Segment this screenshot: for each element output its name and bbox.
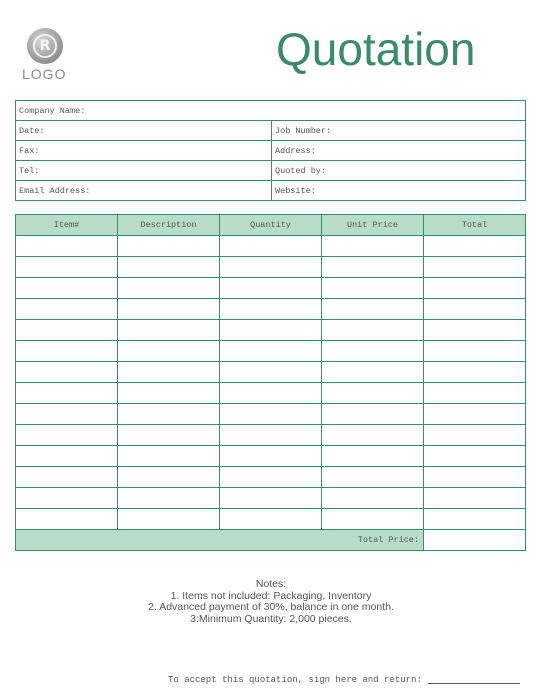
note-line: 1. Items not included: Packaging, Inventory xyxy=(170,589,372,602)
table-cell[interactable] xyxy=(220,425,322,446)
logo-mark-letter: R xyxy=(33,34,57,58)
table-cell[interactable] xyxy=(16,488,118,509)
column-header-quantity: Quantity xyxy=(220,215,322,236)
table-cell[interactable] xyxy=(118,299,220,320)
signature-instruction: To accept this quotation, sign here and return: xyxy=(168,675,422,685)
table-cell[interactable] xyxy=(424,236,526,257)
table-cell[interactable] xyxy=(118,341,220,362)
job-number-field[interactable]: Job Number: xyxy=(272,121,526,141)
table-cell[interactable] xyxy=(322,467,424,488)
logo xyxy=(20,28,76,84)
total-price-label: Total Price: xyxy=(16,530,424,551)
table-cell[interactable] xyxy=(424,446,526,467)
table-cell[interactable] xyxy=(322,488,424,509)
column-header-description: Description xyxy=(118,215,220,236)
table-cell[interactable] xyxy=(322,446,424,467)
table-row xyxy=(16,236,526,257)
fax-field[interactable]: Fax: xyxy=(16,141,272,161)
table-cell[interactable] xyxy=(424,425,526,446)
table-cell[interactable] xyxy=(424,299,526,320)
table-cell[interactable] xyxy=(16,383,118,404)
total-price-row xyxy=(16,530,526,551)
table-cell[interactable] xyxy=(424,488,526,509)
table-cell[interactable] xyxy=(322,299,424,320)
table-cell[interactable] xyxy=(16,341,118,362)
logo-text: LOGO xyxy=(22,66,67,82)
table-row xyxy=(16,341,526,362)
table-cell[interactable] xyxy=(220,362,322,383)
table-row xyxy=(16,404,526,425)
table-cell[interactable] xyxy=(220,383,322,404)
table-cell[interactable] xyxy=(322,425,424,446)
table-cell[interactable] xyxy=(220,467,322,488)
column-header-item: Item# xyxy=(16,215,118,236)
table-cell[interactable] xyxy=(16,299,118,320)
table-cell[interactable] xyxy=(16,425,118,446)
table-row xyxy=(16,320,526,341)
table-cell[interactable] xyxy=(220,341,322,362)
website-field[interactable]: Website: xyxy=(272,181,526,201)
table-row xyxy=(16,299,526,320)
table-cell[interactable] xyxy=(322,341,424,362)
table-cell[interactable] xyxy=(220,257,322,278)
date-field[interactable]: Date: xyxy=(16,121,272,141)
company-info-table xyxy=(15,100,526,201)
table-cell[interactable] xyxy=(424,509,526,530)
table-row xyxy=(16,383,526,404)
address-field[interactable]: Address: xyxy=(272,141,526,161)
table-row xyxy=(16,467,526,488)
table-cell[interactable] xyxy=(118,467,220,488)
registered-trademark-icon xyxy=(27,28,63,64)
table-cell[interactable] xyxy=(220,488,322,509)
table-row xyxy=(16,257,526,278)
table-cell[interactable] xyxy=(220,299,322,320)
table-cell[interactable] xyxy=(16,278,118,299)
table-cell[interactable] xyxy=(424,383,526,404)
table-cell[interactable] xyxy=(16,509,118,530)
table-cell[interactable] xyxy=(322,362,424,383)
table-cell[interactable] xyxy=(118,362,220,383)
table-row xyxy=(16,488,526,509)
table-cell[interactable] xyxy=(424,467,526,488)
table-row xyxy=(16,425,526,446)
table-cell[interactable] xyxy=(118,446,220,467)
notes-heading: Notes: xyxy=(255,578,287,590)
items-table xyxy=(15,214,526,551)
column-header-unit-price: Unit Price xyxy=(322,215,424,236)
table-cell[interactable] xyxy=(220,320,322,341)
table-cell[interactable] xyxy=(16,236,118,257)
signature-line[interactable] xyxy=(428,683,520,684)
table-cell[interactable] xyxy=(220,278,322,299)
table-row xyxy=(16,278,526,299)
notes-section xyxy=(0,579,542,625)
items-body xyxy=(16,236,526,530)
table-row xyxy=(16,446,526,467)
tel-field[interactable]: Tel: xyxy=(16,161,272,181)
note-line: 3:Minimum Quantity: 2,000 pieces. xyxy=(190,612,352,625)
table-cell[interactable] xyxy=(424,341,526,362)
table-cell[interactable] xyxy=(118,278,220,299)
quoted-by-field[interactable]: Quoted by: xyxy=(272,161,526,181)
table-cell[interactable] xyxy=(118,509,220,530)
table-cell[interactable] xyxy=(16,320,118,341)
table-cell[interactable] xyxy=(322,257,424,278)
note-line: 2. Advanced payment of 30%, balance in one month. xyxy=(148,601,394,613)
table-cell[interactable] xyxy=(16,446,118,467)
company-name-field[interactable]: Company Name: xyxy=(16,101,526,121)
table-cell[interactable] xyxy=(16,467,118,488)
table-cell[interactable] xyxy=(322,383,424,404)
table-cell[interactable] xyxy=(424,362,526,383)
table-cell[interactable] xyxy=(118,383,220,404)
table-cell[interactable] xyxy=(220,236,322,257)
column-header-total: Total xyxy=(424,215,526,236)
table-cell[interactable] xyxy=(16,404,118,425)
total-price-value[interactable] xyxy=(424,530,526,551)
table-cell[interactable] xyxy=(322,509,424,530)
table-cell[interactable] xyxy=(16,257,118,278)
table-cell[interactable] xyxy=(322,278,424,299)
page-title: Quotation xyxy=(276,23,476,75)
table-cell[interactable] xyxy=(424,404,526,425)
table-cell[interactable] xyxy=(118,488,220,509)
table-cell[interactable] xyxy=(322,320,424,341)
table-cell[interactable] xyxy=(118,320,220,341)
table-cell[interactable] xyxy=(424,320,526,341)
table-cell[interactable] xyxy=(118,425,220,446)
table-cell[interactable] xyxy=(424,278,526,299)
table-cell[interactable] xyxy=(322,236,424,257)
table-cell[interactable] xyxy=(220,509,322,530)
table-cell[interactable] xyxy=(118,257,220,278)
table-cell[interactable] xyxy=(220,446,322,467)
table-cell[interactable] xyxy=(118,404,220,425)
items-header-row xyxy=(16,215,526,236)
table-cell[interactable] xyxy=(16,362,118,383)
table-row xyxy=(16,509,526,530)
table-cell[interactable] xyxy=(424,257,526,278)
table-row xyxy=(16,362,526,383)
email-field[interactable]: Email Address: xyxy=(16,181,272,201)
table-cell[interactable] xyxy=(322,404,424,425)
table-cell[interactable] xyxy=(118,236,220,257)
table-cell[interactable] xyxy=(220,404,322,425)
